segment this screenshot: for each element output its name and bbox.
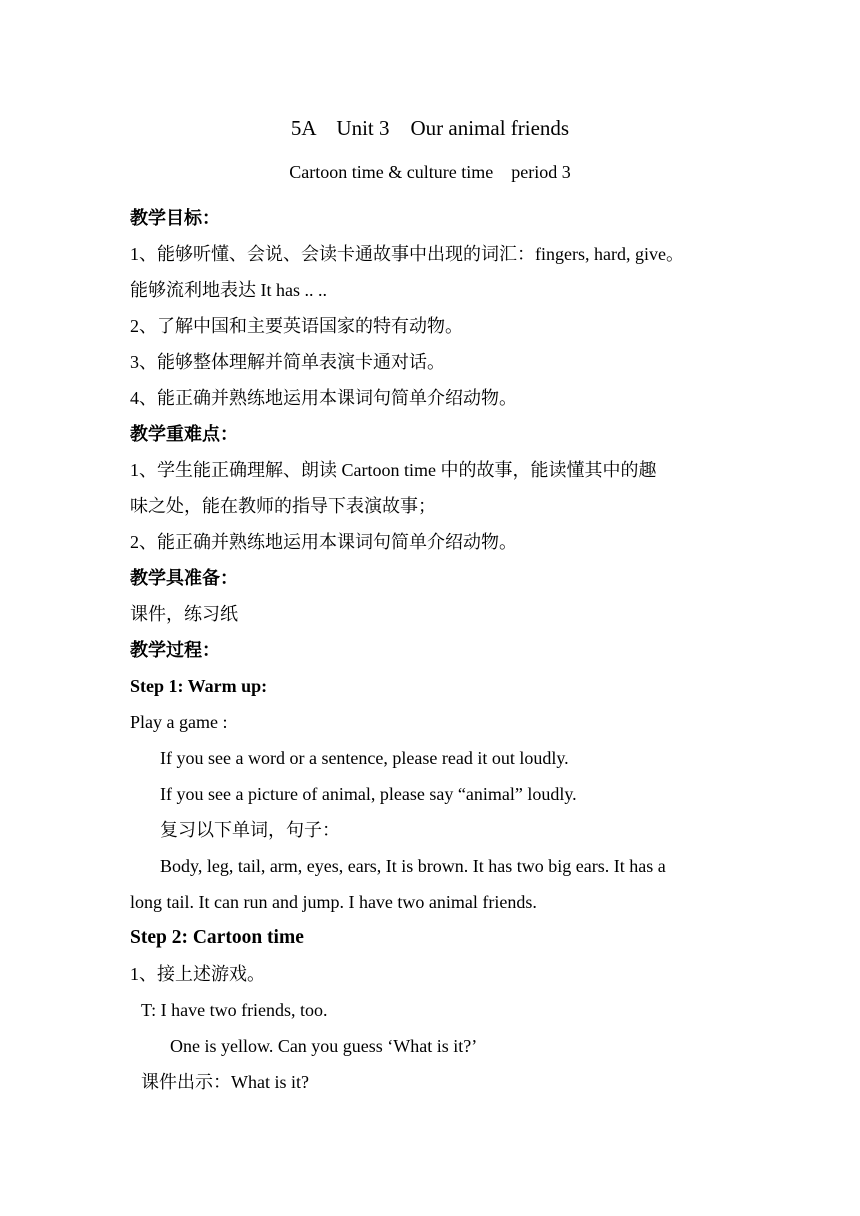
step2-heading: Step 2: Cartoon time [130,927,304,948]
section-heading-objectives: 教学目标： [130,208,220,228]
paragraph-line: 1、能够听懂、会说、会读卡通故事中出现的词汇：fingers, hard, give。 [130,244,684,264]
paragraph-line: If you see a picture of animal, please say “animal” loudly. [160,784,577,804]
paragraph-line: 3、能够整体理解并简单表演卡通对话。 [130,352,445,372]
paragraph-line: 味之处，能在教师的指导下表演故事； [130,496,436,516]
paragraph-line: 4、能正确并熟练地运用本课词句简单介绍动物。 [130,388,517,408]
paragraph-line: 课件，练习纸 [130,604,238,624]
paragraph-line: If you see a word or a sentence, please read it out loudly. [160,748,569,768]
paragraph-line: 1、学生能正确理解、朗读 Cartoon time 中的故事，能读懂其中的趣 [130,460,657,480]
paragraph-line: 1、接上述游戏。 [130,964,265,984]
section-heading-key-points: 教学重难点： [130,424,238,444]
section-heading-materials: 教学具准备： [130,568,238,588]
paragraph-line: 2、了解中国和主要英语国家的特有动物。 [130,316,463,336]
paragraph-line: 能够流利地表达 It has .. .. [130,280,327,300]
paragraph-line: 课件出示：What is it? [141,1072,309,1092]
paragraph-line: Body, leg, tail, arm, eyes, ears, It is brown. It has two big ears. It has a [160,856,666,876]
paragraph-line: T: I have two friends, too. [141,1000,328,1020]
step1-heading: Step 1: Warm up: [130,676,268,696]
section-heading-process: 教学过程： [130,640,220,660]
paragraph-line: 复习以下单词，句子： [160,820,340,840]
paragraph-line: Play a game : [130,712,228,732]
paragraph-line: 2、能正确并熟练地运用本课词句简单介绍动物。 [130,532,517,552]
paragraph-line: long tail. It can run and jump. I have two animal friends. [130,892,537,912]
page-subtitle: Cartoon time & culture time period 3 [289,162,571,182]
paragraph-line: One is yellow. Can you guess ‘What is it?’ [170,1036,478,1056]
page-title: 5A Unit 3 Our animal friends [290,116,570,140]
document-body [130,200,740,1100]
